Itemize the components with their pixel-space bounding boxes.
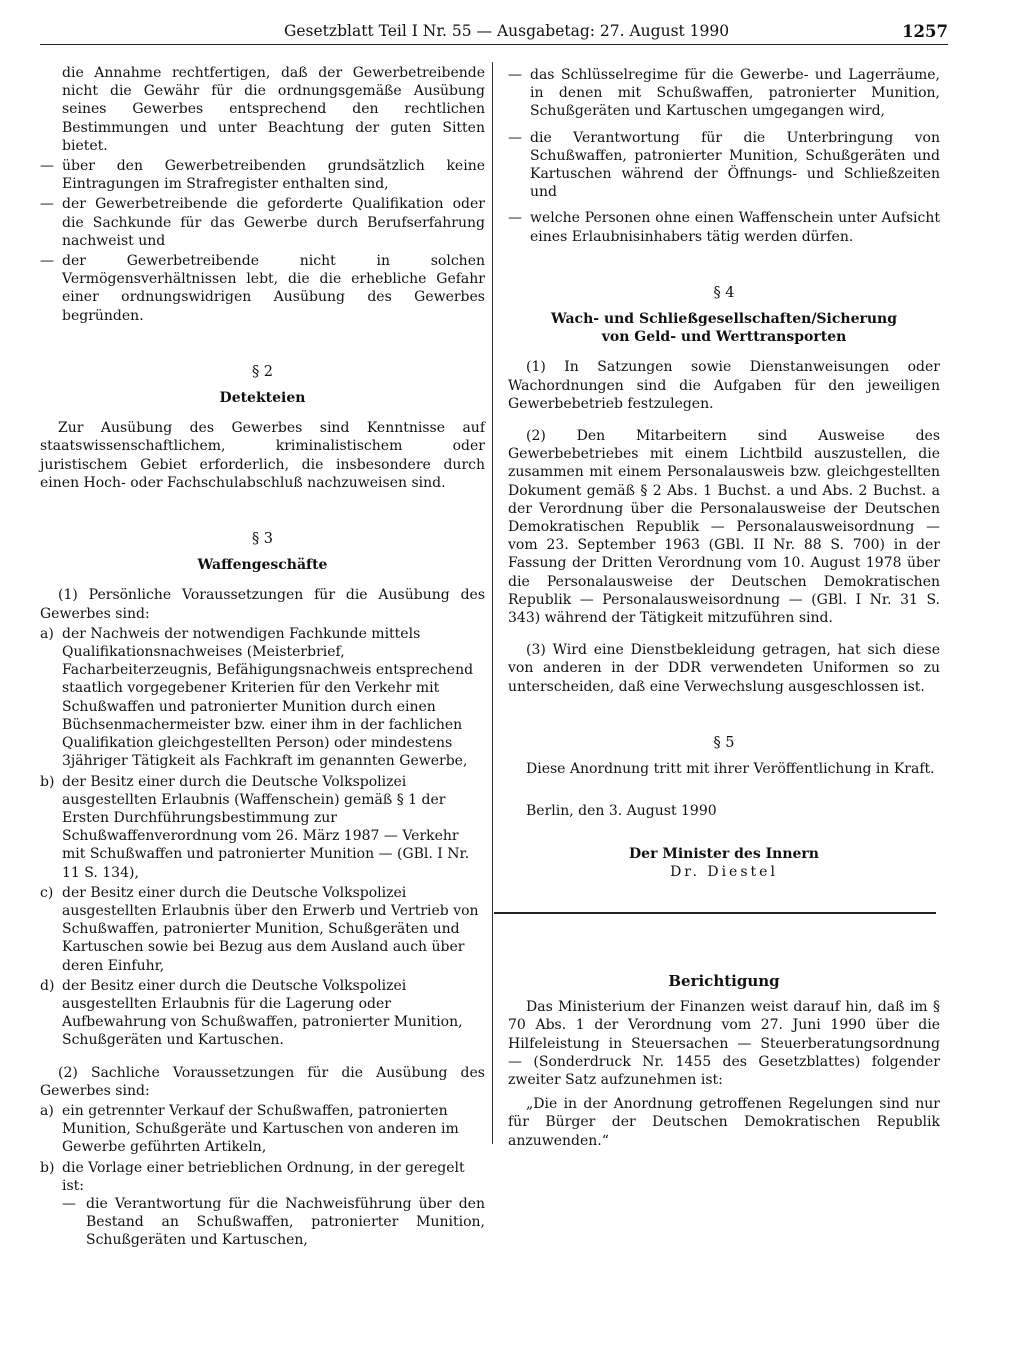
section-number: § 2 — [251, 363, 274, 380]
column-divider — [492, 62, 493, 1144]
section-rule — [494, 912, 936, 914]
section-paragraph: Zur Ausübung des Gewerbes sind Kenntnisse auf staatswissenschaftlichem, kriminalistischem oder juristischem Gebiet erforderlich, die insbesondere durch einen Hoch- oder Fachschulabschluß nachzuweisen sind. — [40, 420, 485, 491]
section-title: Waffengeschäfte — [197, 557, 328, 574]
list-item: — der Gewerbetreibende nicht in solchen Vermögensverhältnissen lebt, die die erhebliche Gefahr einer ordnungswidrigen Ausübung des Gewerbes begründen. — [40, 252, 485, 325]
list-item: — die Verantwortung für die Unterbringung von Schußwaffen, patronierter Munition, Schußgeräten und Kartuschen während der Öffnungs- und Schließzeiten und — [508, 129, 940, 202]
section-paragraph: (3) Wird eine Dienstbekleidung getragen, hat sich diese von anderen in der DDR verwendeten Uniformen so zu unterscheiden, daß eine Verwechslung ausgeschlossen ist. — [508, 642, 940, 695]
list-item: c) der Besitz einer durch die Deutsche Volkspolizei ausgestellten Erlaubnis über den Erwerb und Vertrieb von Schußwaffen, patronierter Munition, Schußgeräten und Kartuschen sowie bei Bezug aus dem Ausland auch über deren Einfuhr, — [40, 884, 479, 974]
header-title: Gesetzblatt Teil I Nr. 55 — Ausgabetag: 27. August 1990 — [284, 22, 730, 40]
erratum-paragraph: Das Ministerium der Finanzen weist darauf hin, daß im § 70 Abs. 1 der Verordnung vom 27. Juni 1990 über die Hilfeleistung in Steuersachen — Steuerberatungsordnung — (Sonderdruck Nr. 1455 des Gesetzblattes) folgender zweiter Satz aufzunehmen ist: — [508, 999, 940, 1089]
section-number: § 3 — [251, 531, 274, 548]
list-item: b) der Besitz einer durch die Deutsche Volkspolizei ausgestellten Erlaubnis (Waffenschein) gemäß § 1 der Ersten Durchführungsbestimmung zur Schußwaffenverordnung vom 26. März 1987 — Verkehr mit Schußwaffen und patronierter Munition — (GBl. I Nr. 11 S. 134), — [40, 773, 470, 881]
left-column — [40, 64, 485, 1250]
erratum-title: Berichtigung — [668, 972, 780, 990]
section-paragraph: (2) Den Mitarbeitern sind Ausweise des Gewerbebetriebes mit einem Lichtbild auszustellen, die zusammen mit einem Personalausweis bzw. gleichgestellten Dokument gemäß § 2 Abs. 1 Buchst. a und Abs. 2 Buchst. a der Verordnung über die Personalausweise der Deutschen Demokratischen Republik — Personalausweisordnung — vom 23. September 1963 (GBl. II Nr. 88 S. 700) in der Fassung der Dritten Verordnung vom 10. August 1978 über die Personalausweise der Deutschen Demokratischen Republik — Personalausweisordnung — (GBl. I Nr. 31 S. 343) während der Tätigkeit mitzuführen sind. — [508, 428, 940, 627]
section-paragraph: (1) Persönliche Voraussetzungen für die Ausübung des Gewerbes sind: — [40, 587, 485, 622]
list-item: — der Gewerbetreibende die geforderte Qualifikation oder die Sachkunde für das Gewerbe durch Berufserfahrung nachweist und — [40, 195, 485, 250]
section-number: § 5 — [713, 734, 735, 751]
list-item: — die Verantwortung für die Nachweisführung über den Bestand an Schußwaffen, patronierter Munition, Schußgeräten und Kartuschen, — [40, 1195, 485, 1250]
header-rule — [40, 44, 948, 45]
page-header — [40, 22, 948, 50]
erratum-block — [508, 972, 940, 1150]
list-item: b) die Vorlage einer betrieblichen Ordnung, in der geregelt ist: — [40, 1159, 465, 1194]
list-item: d) der Besitz einer durch die Deutsche Volkspolizei ausgestellten Erlaubnis für die Lagerung oder Aufbewahrung von Schußwaffen, patronierter Munition, Schußgeräten und Kartuschen. — [40, 977, 463, 1049]
list-item: a) der Nachweis der notwendigen Fachkunde mittels Qualifikationsnachweises (Meisterbrief, Facharbeiterzeugnis, Befähigungsnachweis entsprechend staatlich vorgegebener Kriterien für den Verkehr mit Schußwaffen und patronierter Munition durch einen Büchsenmachermeister bzw. einer ihm in der fachlichen Qualifikation gleichgestellten Person) oder mindestens 3jähriger Tätigkeit als Fachkraft im genannten Gewerbe, — [40, 625, 474, 770]
section-title: Detekteien — [219, 390, 306, 407]
section-paragraph: (1) In Satzungen sowie Dienstanweisungen oder Wachordnungen sind die Aufgaben für den jeweiligen Gewerbebetrieb festzulegen. — [508, 359, 940, 412]
list-item: — welche Personen ohne einen Waffenschein unter Aufsicht eines Erlaubnisinhabers tätig werden dürfen. — [508, 209, 940, 245]
section-paragraph: Diese Anordnung tritt mit ihrer Veröffentlichung in Kraft. — [526, 761, 935, 778]
section-paragraph: (2) Sachliche Voraussetzungen für die Ausübung des Gewerbes sind: — [40, 1064, 485, 1099]
list-item: — das Schlüsselregime für die Gewerbe- und Lagerräume, in denen mit Schußwaffen, patronierter Munition, Schußgeräten und Kartuschen umgegangen wird, — [508, 66, 940, 121]
list-item: — über den Gewerbetreibenden grundsätzlich keine Eintragungen im Strafregister enthalten sind, — [40, 157, 485, 193]
section-title: Wach- und Schließgesellschaften/Sicherung von Geld- und Werttransporten — [550, 311, 897, 346]
signatory-name: Dr. Diestel — [670, 863, 778, 880]
section-number: § 4 — [713, 284, 735, 301]
signatory-title: Der Minister des Innern — [629, 845, 819, 862]
right-column — [508, 64, 940, 881]
list-item: a) ein getrennter Verkauf der Schußwaffen, patronierten Munition, Schußgeräte und Kartuschen von anderen im Gewerbe geführten Artikeln, — [40, 1102, 459, 1156]
intro-paragraph: die Annahme rechtfertigen, daß der Gewerbetreibende nicht die Gewähr für die ordnungsgemäße Ausübung seines Gewerbes entsprechend den rechtlichen Bestimmungen und unter Beachtung der guten Sitten bietet. — [62, 65, 485, 154]
place-date: Berlin, den 3. August 1990 — [526, 803, 717, 820]
page-number: 1257 — [902, 22, 948, 41]
erratum-quote: „Die in der Anordnung getroffenen Regelungen sind nur für Bürger der Deutschen Demokratischen Republik anzuwenden.“ — [508, 1096, 940, 1149]
